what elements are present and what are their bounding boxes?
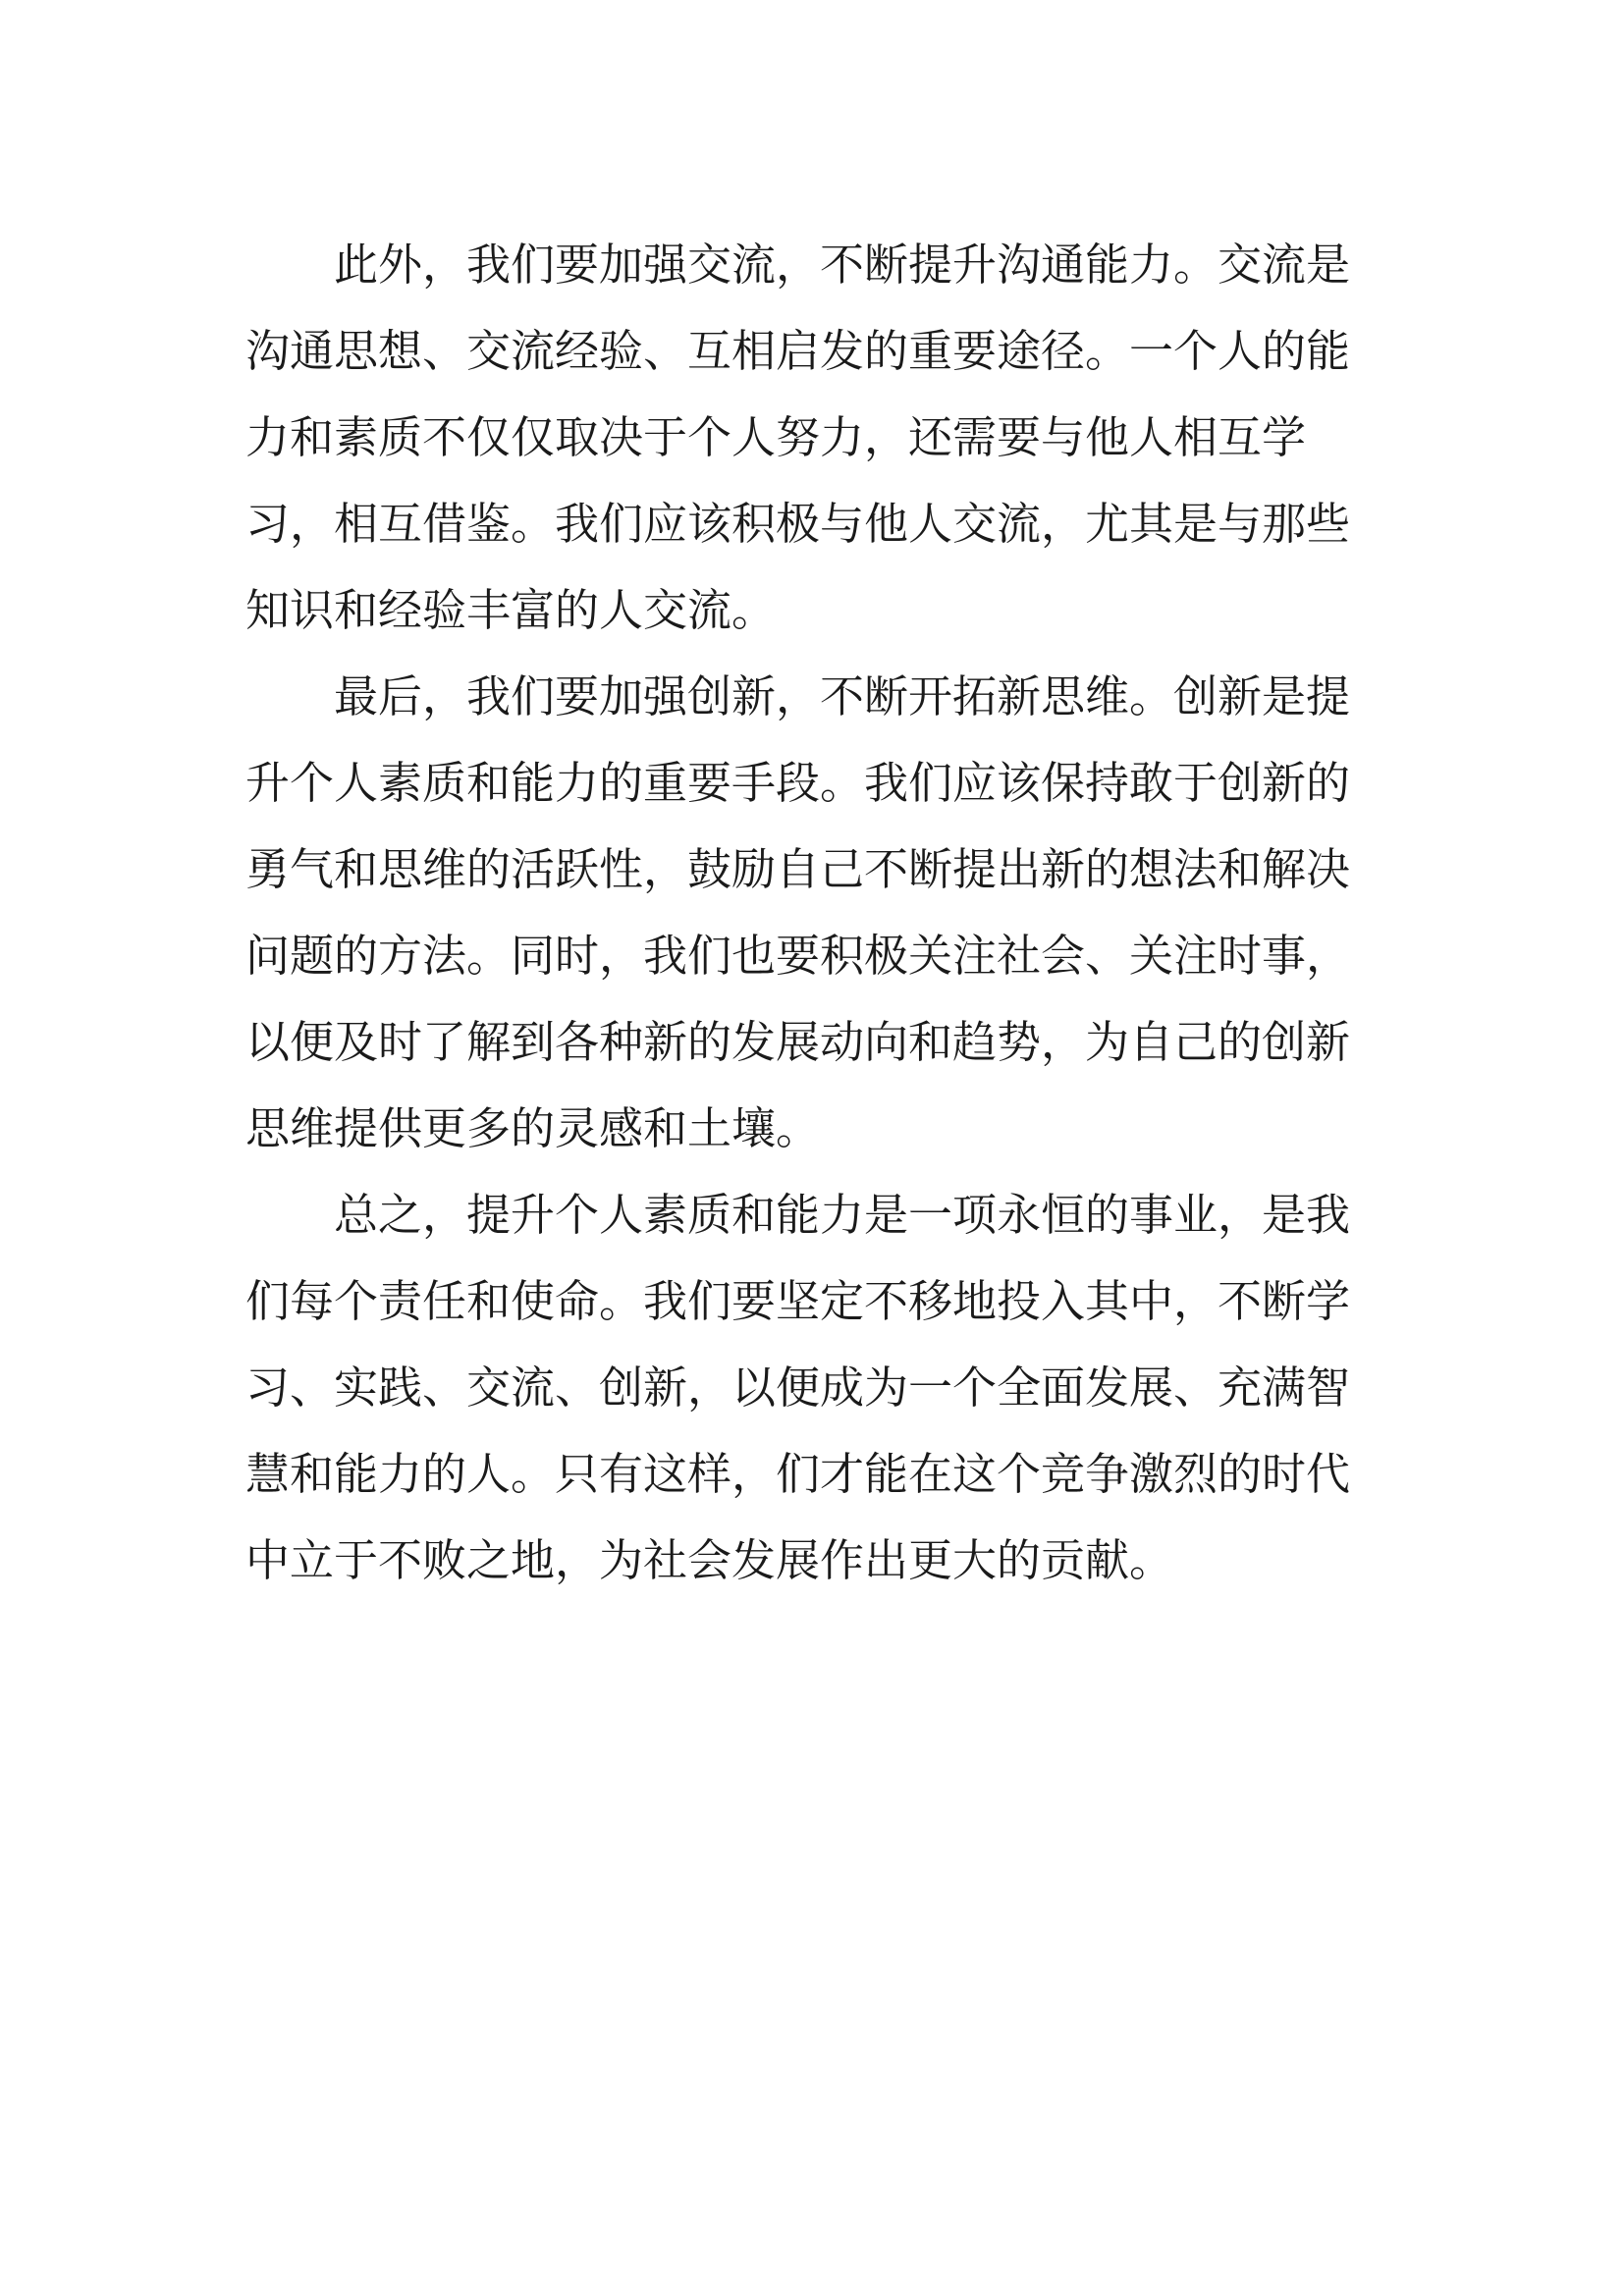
text-line: 中立于不败之地，为社会发展作出更大的贡献。 <box>245 1534 1174 1586</box>
text-line: 力和素质不仅仅取决于个人努力，还需要与他人相互学 <box>245 411 1307 463</box>
paragraph-conclusion <box>245 1172 1390 1604</box>
text-line: 勇气和思维的活跃性，鼓励自己不断提出新的想法和解决 <box>245 843 1351 895</box>
text-line: 知识和经验丰富的人交流。 <box>245 584 777 636</box>
text-line: 习，相互借鉴。我们应该积极与他人交流，尤其是与那些 <box>245 498 1351 550</box>
text-line: 此外，我们要加强交流，不断提升沟通能力。交流是 <box>334 239 1351 291</box>
text-line: 总之，提升个人素质和能力是一项永恒的事业，是我 <box>334 1189 1351 1241</box>
text-line: 们每个责任和使命。我们要坚定不移地投入其中，不断学 <box>245 1275 1351 1327</box>
text-line: 以便及时了解到各种新的发展动向和趋势，为自己的创新 <box>245 1016 1351 1068</box>
paragraph-innovation <box>245 654 1390 1172</box>
text-line: 最后，我们要加强创新，不断开拓新思维。创新是提 <box>334 670 1351 722</box>
text-line: 问题的方法。同时，我们也要积极关注社会、关注时事， <box>245 930 1351 982</box>
paragraph-exchange <box>245 222 1390 654</box>
text-line: 思维提供更多的灵感和土壤。 <box>245 1102 821 1154</box>
text-line: 沟通思想、交流经验、互相启发的重要途径。一个人的能 <box>245 325 1351 377</box>
document-body <box>245 222 1390 1604</box>
text-line: 慧和能力的人。只有这样，们才能在这个竞争激烈的时代 <box>245 1448 1351 1500</box>
text-line: 升个人素质和能力的重要手段。我们应该保持敢于创新的 <box>245 757 1351 809</box>
text-line: 习、实践、交流、创新，以便成为一个全面发展、充满智 <box>245 1362 1351 1414</box>
